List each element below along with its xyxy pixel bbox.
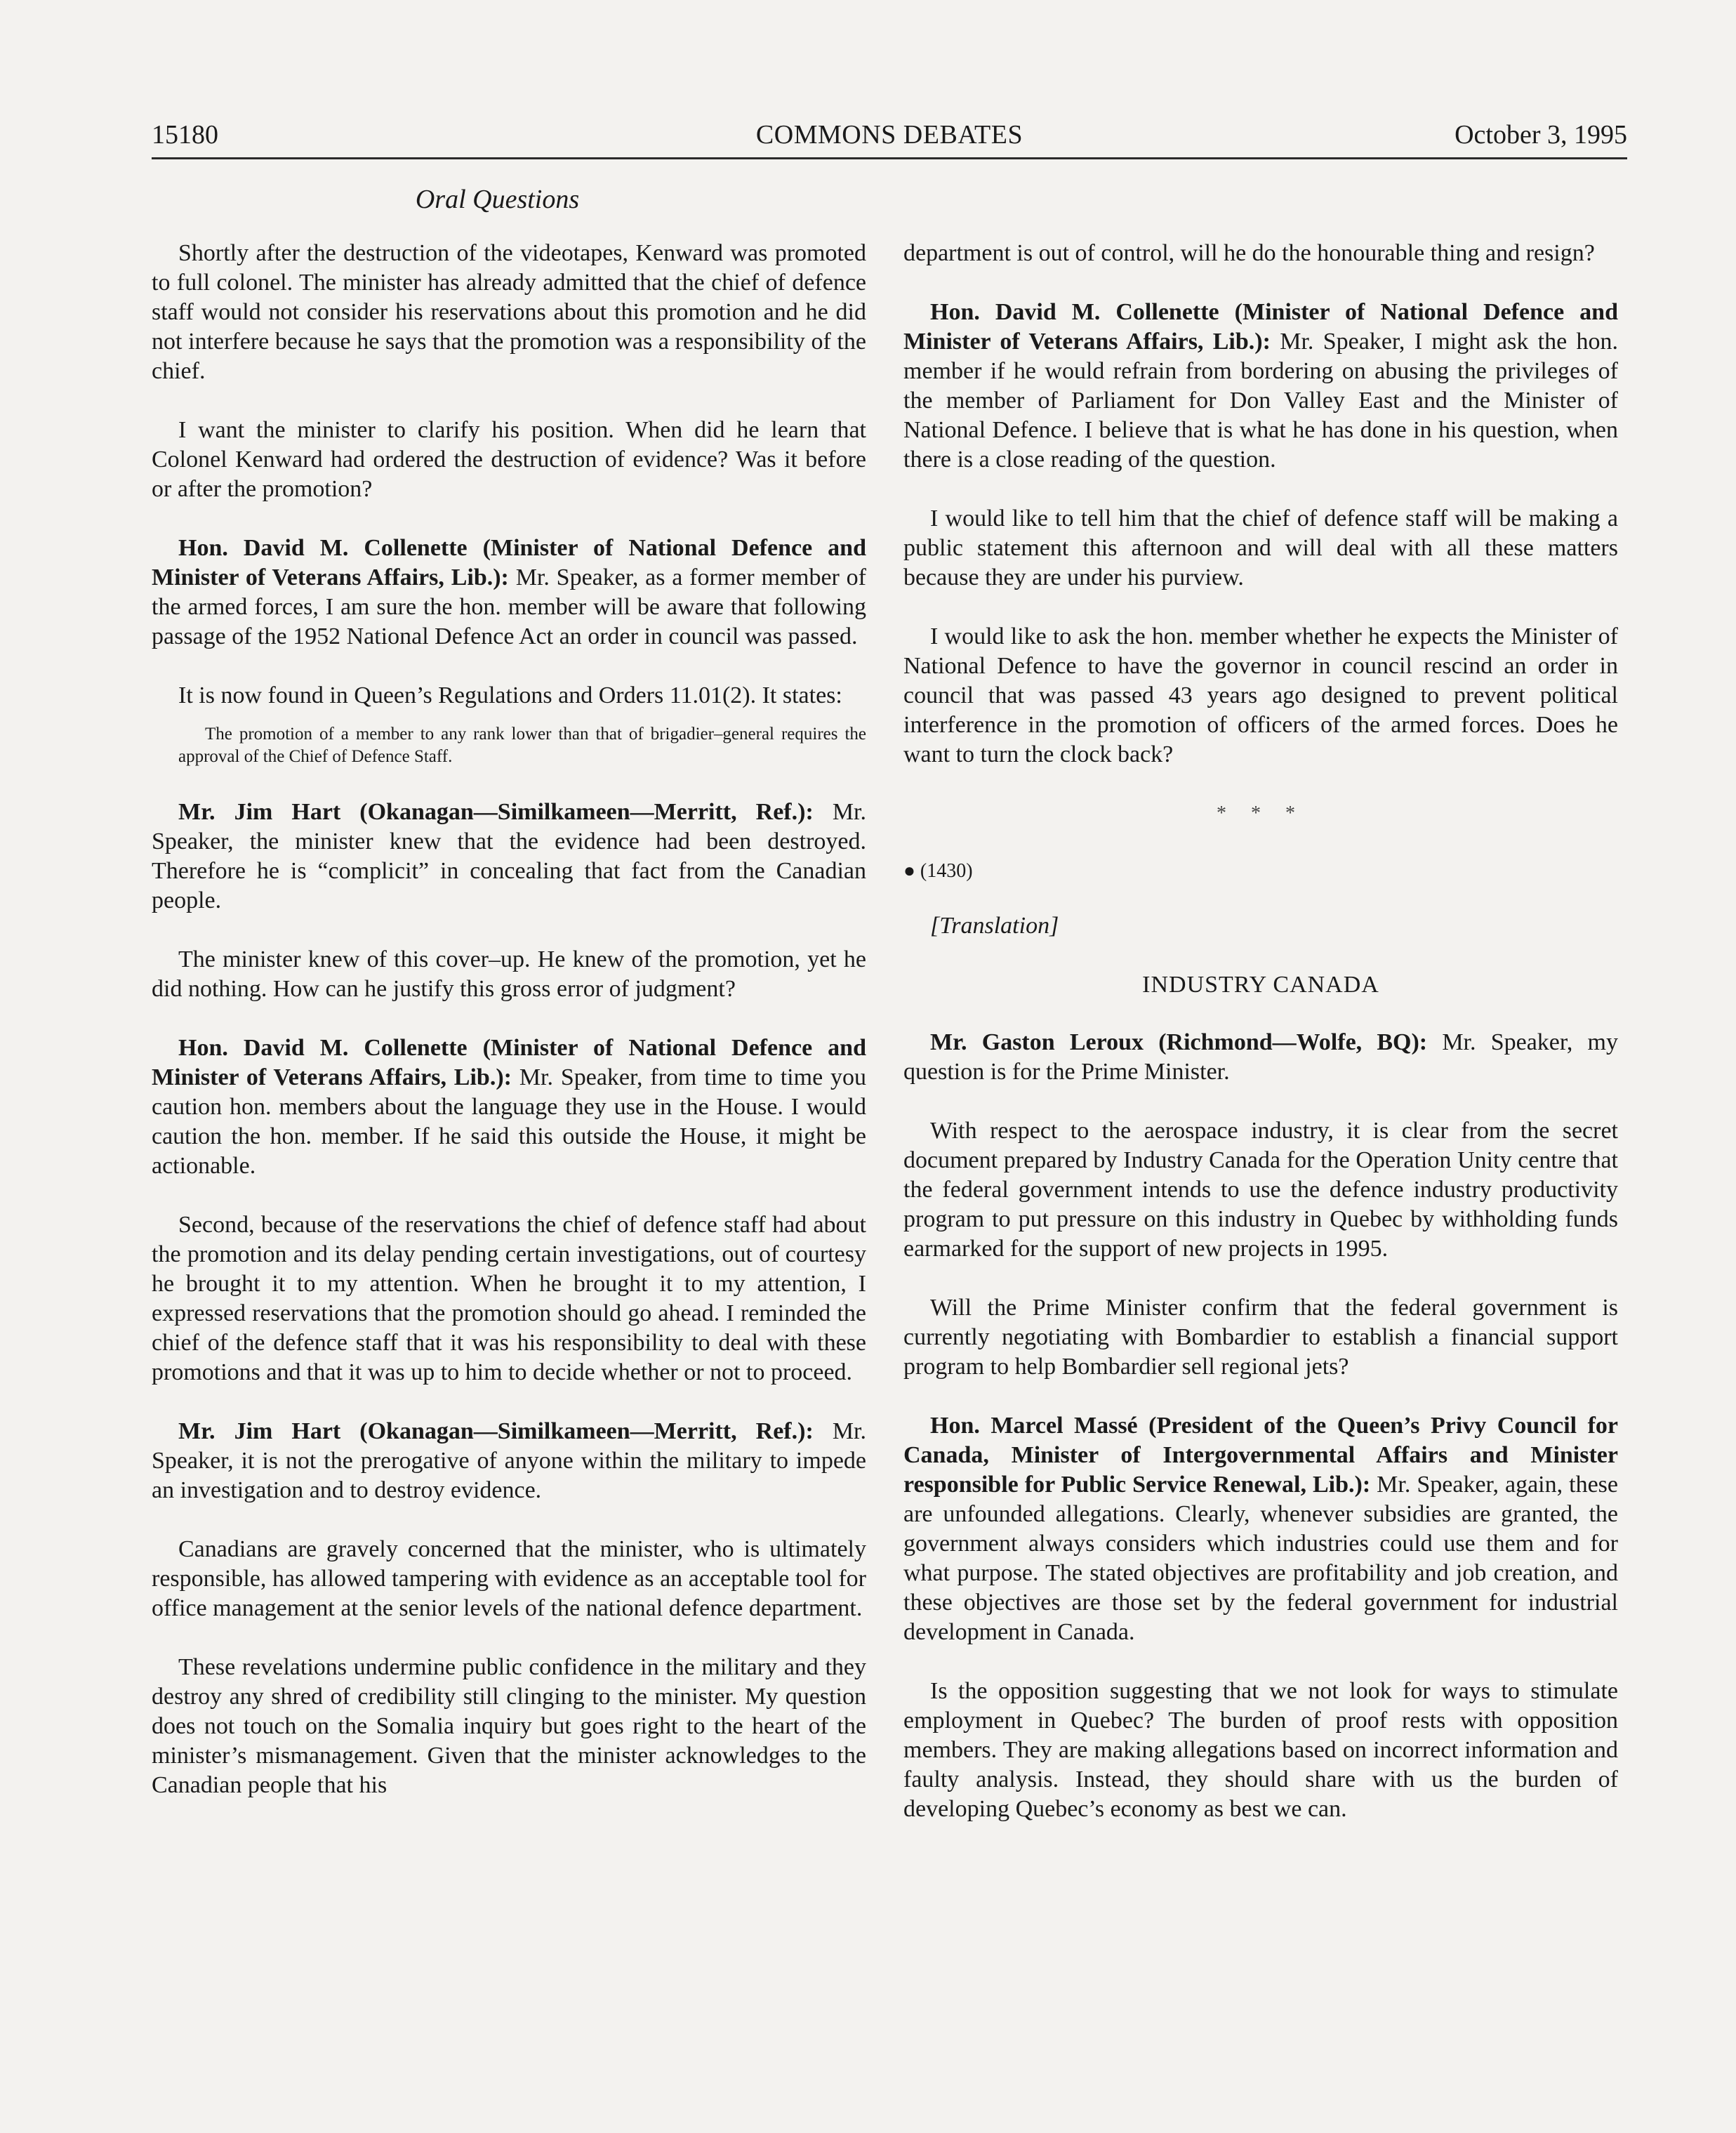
bullet-icon: ● <box>903 860 915 882</box>
paragraph: With respect to the aerospace industry, it is clear from the secret document prepared by Industry Canada for the Operation Unity centre that the federal government intends to use the defence industry productivity program to put pressure on this industry in Quebec by withholding funds earmarked for the support of new projects in 1995. <box>903 1118 1618 1262</box>
speaker-name: Hon. Marcel Massé (President of the Queen’s Privy Council for Canada, Minister of Intergovernmental Affairs and Minister responsible for Public Service Renewal, Lib.): <box>903 1413 1618 1498</box>
speech-text: Mr. Speaker, it is not the prerogative of anyone within the military to impede an investigation and to destroy evidence. <box>152 1418 866 1503</box>
paragraph: I would like to ask the hon. member whether he expects the Minister of National Defence to have the governor in council rescind an order in council that was passed 43 years ago designed to prevent political interference in the promotion of officers of the armed forces. Does he want to turn the clock back? <box>903 623 1618 767</box>
paragraph: The minister knew of this cover–up. He knew of the promotion, yet he did nothing. How can he justify this gross error of judgment? <box>152 946 866 1002</box>
paragraph: department is out of control, will he do the honourable thing and resign? <box>903 240 1595 266</box>
paragraph <box>152 798 866 916</box>
speaker-name: Mr. Jim Hart (Okanagan—Similkameen—Merritt, Ref.): <box>178 1418 814 1444</box>
right-column <box>903 239 1618 1854</box>
speaker-name: Hon. David M. Collenette (Minister of National Defence and Minister of Veterans Affairs, Lib.): <box>903 299 1618 355</box>
time-stamp: (1430) <box>920 860 973 882</box>
speech-text: Mr. Speaker, the minister knew that the evidence had been destroyed. Therefore he is “complicit” in concealing that fact from the Canadian people. <box>152 799 866 913</box>
paragraph <box>903 1028 1618 1087</box>
paragraph: Is the opposition suggesting that we not look for ways to stimulate employment in Quebec? The burden of proof rests with opposition members. They are making allegations based on incorrect information and faulty analysis. Instead, they should share with us the burden of developing Quebec’s economy as best we can. <box>903 1678 1618 1822</box>
speech-text: Mr. Speaker, my question is for the Prime Minister. <box>903 1029 1618 1085</box>
paragraph: Shortly after the destruction of the videotapes, Kenward was promoted to full colonel. The minister has already admitted that the chief of defence staff would not consider his reservations about this promotion and he did not interfere because he says that the promotion was a responsibility of the chief. <box>152 240 866 384</box>
speaker-name: Hon. David M. Collenette (Minister of National Defence and Minister of Veterans Affairs, Lib.): <box>152 1035 866 1090</box>
paragraph: I want the minister to clarify his position. When did he learn that Colonel Kenward had ordered the destruction of evidence? Was it before or after the promotion? <box>152 417 866 502</box>
paragraph <box>903 1411 1618 1647</box>
speaker-name: Mr. Gaston Leroux (Richmond—Wolfe, BQ): <box>930 1029 1428 1055</box>
block-quote: The promotion of a member to any rank lower than that of brigadier–general requires the approval of the Chief of Defence Staff. <box>178 725 866 766</box>
speech-text: Mr. Speaker, from time to time you caution hon. members about the language they use in the House. I would caution the hon. member. If he said this outside the House, it might be actionable. <box>152 1064 866 1179</box>
paragraph <box>903 298 1618 475</box>
translation-note: [Translation] <box>930 913 1059 939</box>
publication-title: COMMONS DEBATES <box>755 120 1023 150</box>
speaker-name: Hon. David M. Collenette (Minister of National Defence and Minister of Veterans Affairs, Lib.): <box>152 535 866 590</box>
paragraph: Will the Prime Minister confirm that the federal government is currently negotiating with Bombardier to establish a financial support program to help Bombardier sell regional jets? <box>903 1295 1618 1380</box>
page-number: 15180 <box>152 120 218 150</box>
paragraph <box>152 1034 866 1181</box>
publication-date: October 3, 1995 <box>1455 120 1627 150</box>
paragraph: I would like to tell him that the chief of defence staff will be making a public statement this afternoon and will deal with all these matters because they are under his purview. <box>903 506 1618 590</box>
paragraph <box>152 1417 866 1505</box>
paragraph: These revelations undermine public confidence in the military and they destroy any shred of credibility still clinging to the minister. My question does not touch on the Somalia inquiry but goes right to the heart of the minister’s mismanagement. Given that the minister acknowledges to the Canadian people that his <box>152 1654 866 1798</box>
speaker-name: Mr. Jim Hart (Okanagan—Similkameen—Merritt, Ref.): <box>178 799 814 825</box>
speech-text: Mr. Speaker, as a former member of the armed forces, I am sure the hon. member will be aware that following passage of the 1952 National Defence Act an order in council was passed. <box>152 564 866 649</box>
header-rule <box>152 157 1627 159</box>
paragraph: It is now found in Queen’s Regulations and Orders 11.01(2). It states: <box>178 682 842 708</box>
paragraph: Second, because of the reservations the chief of defence staff had about the promotion and its delay pending certain investigations, out of courtesy he brought it to my attention. When he brought it to my attention, I expressed reservations that the promotion should go ahead. I reminded the chief of the defence staff that it was his responsibility to deal with these promotions and that it was up to him to decide whether or not to proceed. <box>152 1212 866 1385</box>
section-title: Oral Questions <box>415 185 580 214</box>
paragraph: Canadians are gravely concerned that the minister, who is ultimately responsible, has allowed tampering with evidence as an acceptable tool for office management at the senior levels of the national defence department. <box>152 1536 866 1621</box>
section-separator: * * * <box>1217 803 1305 824</box>
time-marker <box>903 857 1618 886</box>
paragraph <box>152 534 866 652</box>
speech-text: Mr. Speaker, again, these are unfounded allegations. Clearly, whenever subsidies are granted, the government always considers which industries could use them and for what purpose. The stated objectives are profitability and job creation, and these objectives are those set by the federal government for industrial development in Canada. <box>903 1472 1618 1645</box>
left-column <box>152 239 866 1830</box>
page-header <box>152 114 1627 156</box>
speech-text: Mr. Speaker, I might ask the hon. member if he would refrain from bordering on abusing the privileges of the member of Parliament for Don Valley East and the Minister of National Defence. I believe that is what he has done in his question, when there is a close reading of the question. <box>903 329 1618 473</box>
subject-heading: INDUSTRY CANADA <box>1142 972 1379 998</box>
